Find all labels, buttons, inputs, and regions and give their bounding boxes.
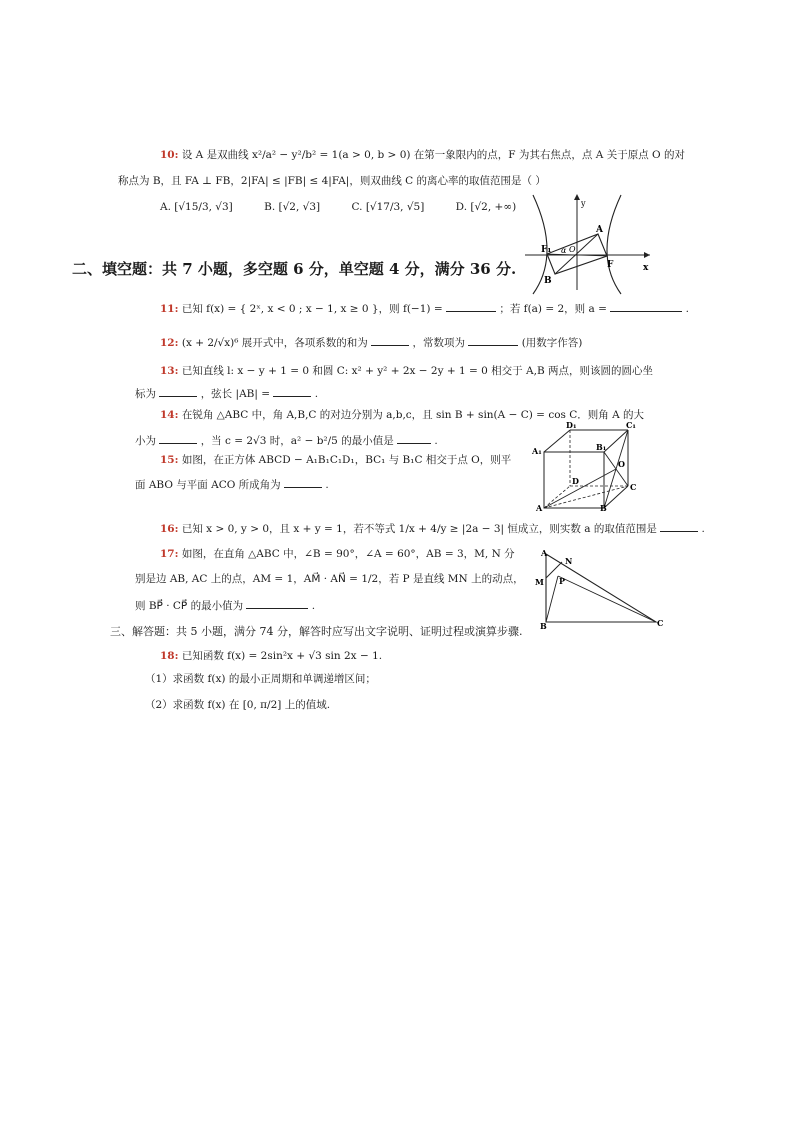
q13-text2-c: . [314,388,319,400]
q18-line [160,649,382,663]
q18-part1: （1）求函数 f(x) 的最小正周期和单调递增区间； [145,673,376,685]
q16-blank[interactable] [660,520,698,532]
q15-text1: 如图，在正方体 ABCD − A₁B₁C₁D₁，BC₁ 与 B₁C 相交于点 O，则平 [181,454,512,466]
q11-text-b: ；若 f(a) = 2，则 a = [499,303,607,315]
q17-text1: 如图，在直角 △ABC 中，∠B = 90°，∠A = 60°，AB = 3，M, N 分 [181,548,515,560]
q11-text-c: . [685,303,689,315]
hyperbola-right-branch [607,195,621,294]
edge-a1d1 [544,430,570,452]
q17-line1 [160,547,515,561]
label-x: x [643,263,649,273]
q18-number: 18: [160,650,179,662]
q11-blank1[interactable] [446,300,496,312]
q14-text2-a: 小为 [135,435,156,447]
label-d: D [572,476,579,486]
x-axis-arrow [644,252,650,258]
y-axis-arrow [574,194,580,200]
label-a: A [541,548,548,558]
section3-heading: 三、解答题：共 5 小题，满分 74 分，解答时应写出文字说明、证明过程或演算步骤. [110,625,523,638]
q14-text1: 在锐角 △ABC 中，角 A,B,C 的对边分别为 a,b,c，且 sin B + sin(A − C) = cos C．则角 A 的大 [181,409,645,421]
label-b1: B₁ [596,442,607,452]
q13-blank2[interactable] [273,385,311,397]
q12-text-c: (用数字作答) [521,337,583,349]
q13-blank1[interactable] [159,385,197,397]
q11-text-a: 已知 f(x) = { 2ˣ, x < 0 ; x − 1, x ≥ 0 }，则 f(−1) = [181,303,443,315]
label-o: O [618,459,625,469]
label-b: B [600,503,607,512]
q17-blank[interactable] [246,597,308,609]
label-c: C [657,618,664,628]
segment-bp [546,576,558,622]
q13-text2-a: 标为 [135,388,156,400]
q17-text3-c: . [311,600,316,612]
cube-figure [530,422,640,512]
q17-number: 17: [160,548,179,560]
q11-number: 11: [160,303,179,315]
q15-text2-a: 面 ABO 与平面 ACO 所成角为 [135,479,281,491]
q11-line [160,300,689,316]
q18-text: 已知函数 f(x) = 2sin²x + √3 sin 2x − 1. [181,650,383,662]
q16-text-a: 已知 x > 0, y > 0，且 x + y = 1，若不等式 1/x + 4/y ≥ |2a − 3| 恒成立，则实数 a 的取值范围是 [181,523,657,535]
label-a: A [596,225,603,235]
label-b: B [544,276,552,286]
q16-line [160,520,705,536]
q16-text-c: . [701,523,705,535]
q15-number: 15: [160,454,179,466]
q10-line1 [160,148,685,162]
label-f: F [607,260,614,270]
label-c: C [630,482,637,492]
q10-line2 [118,174,546,188]
q13-text2-b: ，弦长 |AB| = [200,388,271,400]
q15-line1 [160,453,511,467]
q14-number: 14: [160,409,179,421]
edge-ad [544,486,570,508]
label-o: O [569,245,576,254]
label-b: B [540,621,547,630]
label-alpha: α [561,246,567,255]
q13-line1 [160,364,653,378]
label-d1: D₁ [566,422,577,430]
q14-blank1[interactable] [159,432,197,444]
q14-line2 [135,432,438,448]
q14-text2-c: . [434,435,438,447]
label-p: P [559,576,566,586]
label-a1: A₁ [532,446,542,456]
q12-text-a: (x + 2/√x)⁶ 展开式中，各项系数的和为 [181,337,368,349]
q10-options [160,200,544,214]
q12-text-b: ，常数项为 [412,337,465,349]
q16-number: 16: [160,523,179,535]
q17-text2: 别是边 AB, AC 上的点，AM = 1，AM⃗ · AN⃗ = 1/2，若 P 是直线 MN 上的动点， [135,573,524,585]
label-f1: F₁ [541,245,552,255]
q10-option-b: B. [√2, √3] [264,201,321,213]
label-a: A [536,503,543,512]
q12-number: 12: [160,337,179,349]
section2-heading: 二、填空题：共 7 小题，多空题 6 分，单空题 4 分，满分 36 分. [72,260,517,278]
q18-part2: （2）求函数 f(x) 在 [0, π/2] 上的值域. [145,699,331,711]
q14-line1 [160,408,644,422]
q11-blank2[interactable] [610,300,682,312]
triangle-figure [532,548,667,630]
label-n: N [565,556,573,566]
q14-text2-b: ，当 c = 2√3 时，a² − b²/5 的最小值是 [200,435,394,447]
q10-option-a: A. [√15/3, √3] [160,201,233,213]
q17-line2 [135,572,524,586]
q10-option-d: D. [√2, +∞) [455,201,517,213]
label-y: y [581,199,586,208]
q15-blank[interactable] [284,476,322,488]
q13-line2 [135,385,318,401]
q10-number: 10: [160,149,179,161]
q13-number: 13: [160,365,179,377]
q10-option-c: C. [√17/3, √5] [351,201,425,213]
q10-text1: 设 A 是双曲线 x²/a² − y²/b² = 1(a > 0, b > 0) 在第一象限内的点，F 为其右焦点，点 A 关于原点 O 的对 [181,149,685,161]
q17-line3 [135,597,315,613]
q12-line [160,334,582,350]
segment-cp [558,576,656,622]
q14-blank2[interactable] [397,432,431,444]
q10-text2: 称点为 B，且 FA ⊥ FB，2|FA| ≤ |FB| ≤ 4|FA|，则双曲线 C 的离心率的取值范围是（ ） [118,175,546,187]
q17-text3-a: 则 BP⃗ · CP⃗ 的最小值为 [135,600,244,612]
q12-blank2[interactable] [468,334,518,346]
q15-text2-c: . [325,479,329,491]
label-c1: C₁ [626,422,636,430]
q15-line2 [135,476,329,492]
hyperbola-figure [525,190,655,295]
triangle-abc [546,554,656,622]
q13-text1: 已知直线 l: x − y + 1 = 0 和圆 C: x² + y² + 2x − 2y + 1 = 0 相交于 A,B 两点，则该圆的圆心坐 [181,365,653,377]
q12-blank1[interactable] [371,334,409,346]
label-m: M [535,577,544,587]
